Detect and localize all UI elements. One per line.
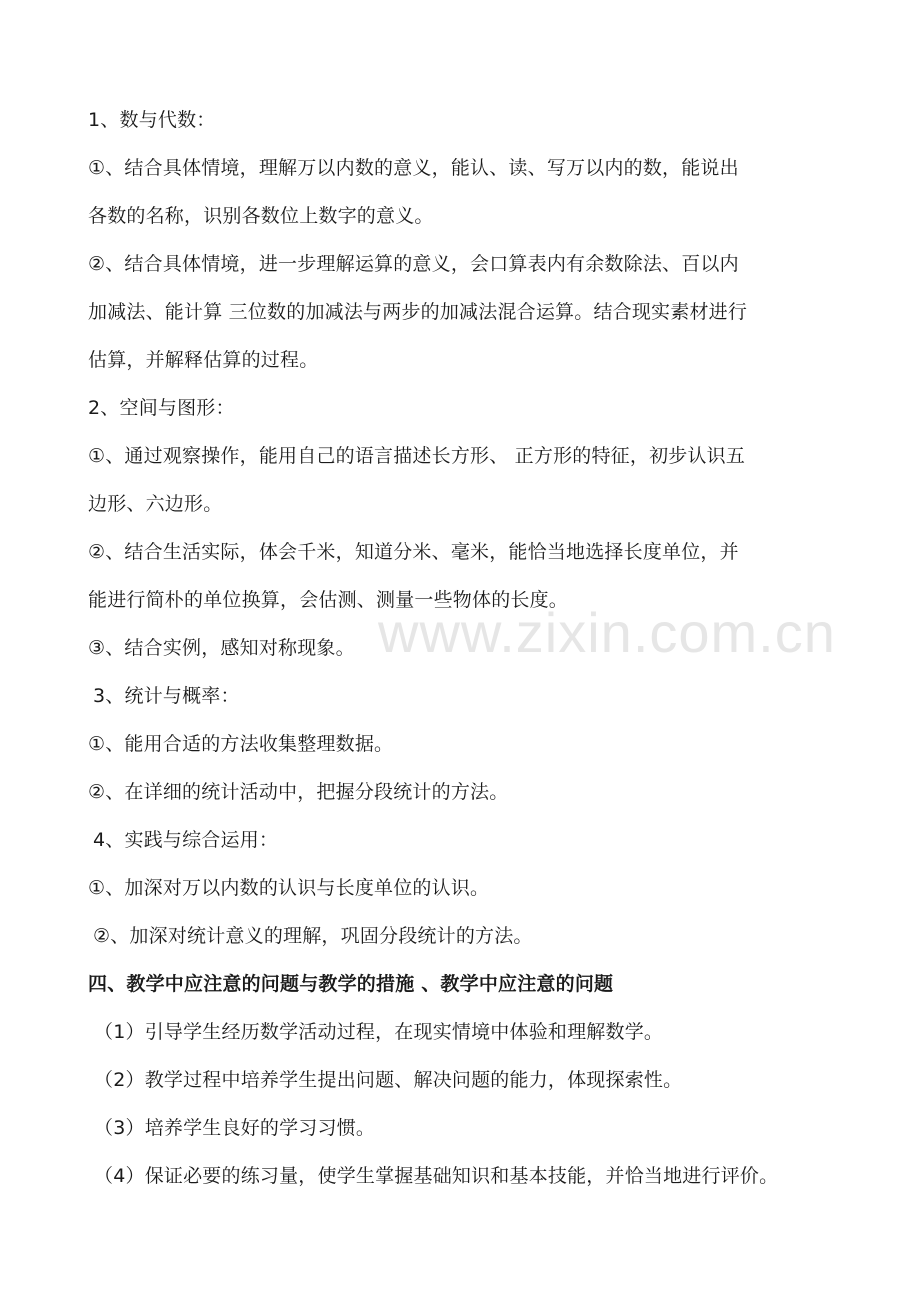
list-item: （4）保证必要的练习量，使学生掌握基础知识和基本技能，并恰当地进行评价。 <box>94 1165 779 1187</box>
paragraph-line: ③、结合实例，感知对称现象。 <box>88 637 355 659</box>
paragraph-line: ①、结合具体情境，理解万以内数的意义，能认、读、写万以内的数，能说出 <box>88 157 739 179</box>
list-item: （1）引导学生经历数学活动过程，在现实情境中体验和理解数学。 <box>94 1021 664 1043</box>
paragraph-line: ①、加深对万以内数的认识与长度单位的认识。 <box>88 877 490 899</box>
watermark: www.zixin.com.cn <box>378 601 836 664</box>
paragraph-line: ①、通过观察操作，能用自己的语言描述长方形、 正方形的特征，初步认识五 <box>88 445 746 467</box>
section-heading-space-shape: 2、空间与图形： <box>88 397 235 419</box>
paragraph-line: 边形、六边形。 <box>88 493 223 515</box>
document-page <box>88 96 838 1200</box>
paragraph-line: ②、结合具体情境，进一步理解运算的意义，会口算表内有余数除法、百以内 <box>88 253 739 275</box>
list-item: （3）培养学生良好的学习习惯。 <box>94 1117 376 1139</box>
section-heading-number-algebra: 1、数与代数： <box>88 109 216 131</box>
list-item: （2）教学过程中培养学生提出问题、解决问题的能力，体现探索性。 <box>94 1069 683 1091</box>
section-heading-statistics: 3、统计与概率： <box>93 685 240 707</box>
paragraph-line: 各数的名称，识别各数位上数字的意义。 <box>88 205 434 227</box>
paragraph-line: ②、加深对统计意义的理解，巩固分段统计的方法。 <box>93 925 533 947</box>
paragraph-line: ①、能用合适的方法收集整理数据。 <box>88 733 394 755</box>
section-heading-practice: 4、实践与综合运用： <box>93 829 279 851</box>
paragraph-line: 加减法、能计算 三位数的加减法与两步的加减法混合运算。结合现实素材进行 <box>88 301 748 323</box>
paragraph-line: ②、结合生活实际，体会千米，知道分米、毫米，能恰当地选择长度单位，并 <box>88 541 739 563</box>
section-heading-teaching-notes: 四、教学中应注意的问题与教学的措施 、教学中应注意的问题 <box>88 973 614 995</box>
paragraph-line: ②、在详细的统计活动中，把握分段统计的方法。 <box>88 781 509 803</box>
paragraph-line: 估算，并解释估算的过程。 <box>88 349 319 371</box>
paragraph-line: 能进行简朴的单位换算，会估测、测量一些物体的长度。 <box>88 589 569 611</box>
